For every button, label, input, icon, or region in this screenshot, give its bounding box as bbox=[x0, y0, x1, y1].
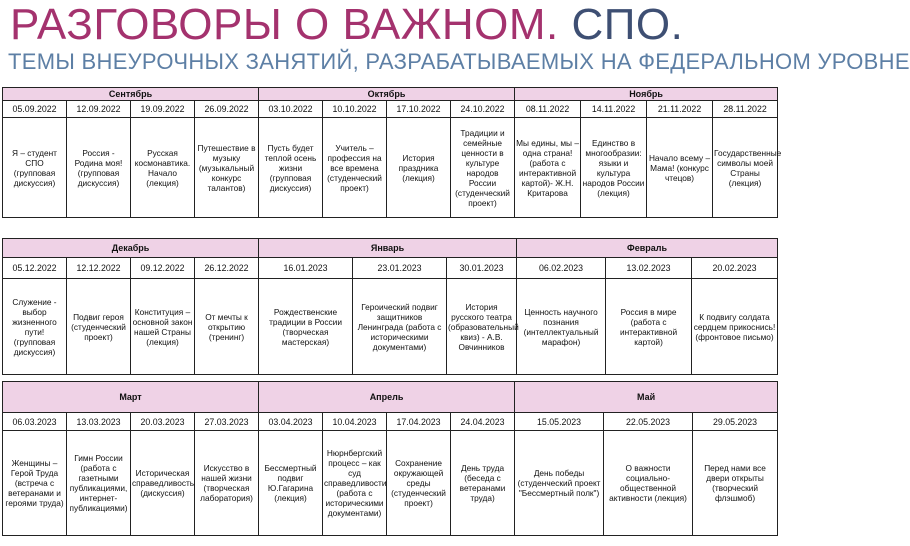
topic-cell: Историческая справедливость (дискуссия) bbox=[131, 431, 195, 536]
date-cell: 20.03.2023 bbox=[131, 413, 195, 431]
topic-cell: Служение - выбор жизненного пути! (групповая дискуссия) bbox=[3, 279, 67, 375]
date-cell: 29.05.2023 bbox=[693, 413, 778, 431]
date-cell: 12.09.2022 bbox=[67, 101, 131, 118]
topic-cell: От мечты к открытию (тренинг) bbox=[195, 279, 259, 375]
date-cell: 03.04.2023 bbox=[259, 413, 323, 431]
topic-cell: Пусть будет теплой осень жизни (групповая дискуссия) bbox=[259, 118, 323, 218]
date-cell: 19.09.2022 bbox=[131, 101, 195, 118]
date-cell: 09.12.2022 bbox=[131, 258, 195, 279]
topic-cell: Ценность научного познания (интеллектуальный марафон) bbox=[517, 279, 606, 375]
date-cell: 26.12.2022 bbox=[195, 258, 259, 279]
date-cell: 05.12.2022 bbox=[3, 258, 67, 279]
date-cell: 26.09.2022 bbox=[195, 101, 259, 118]
topic-cell: Гимн России (работа с газетными публикациями, интернет-публикациями) bbox=[67, 431, 131, 536]
date-cell: 08.11.2022 bbox=[515, 101, 581, 118]
month-header: Сентябрь bbox=[3, 88, 259, 101]
month-header: Май bbox=[515, 382, 778, 413]
schedule-table-autumn bbox=[2, 87, 782, 218]
topic-cell: Учитель – профессия на все времена (студенческий проект) bbox=[323, 118, 387, 218]
topic-cell: Я – студент СПО (групповая дискуссия) bbox=[3, 118, 67, 218]
topic-cell: Героический подвиг защитников Ленинграда (работа с историческими документами) bbox=[353, 279, 447, 375]
months-row bbox=[3, 382, 778, 413]
month-header: Февраль bbox=[517, 239, 778, 258]
topic-cell: Единство в многообразии: языки и культура народов России (лекция) bbox=[581, 118, 647, 218]
date-cell: 10.10.2022 bbox=[323, 101, 387, 118]
topic-cell: Традиции и семейные ценности в культуре народов России (студенческий проект) bbox=[451, 118, 515, 218]
date-cell: 06.02.2023 bbox=[517, 258, 606, 279]
date-cell: 03.10.2022 bbox=[259, 101, 323, 118]
month-header: Март bbox=[3, 382, 259, 413]
date-cell: 21.11.2022 bbox=[647, 101, 713, 118]
dates-row bbox=[3, 101, 778, 118]
date-cell: 24.10.2022 bbox=[451, 101, 515, 118]
topic-cell: День победы (студенческий проект "Бессмертный полк") bbox=[515, 431, 604, 536]
topic-cell: Русская космонавтика. Начало (лекция) bbox=[131, 118, 195, 218]
date-cell: 17.10.2022 bbox=[387, 101, 451, 118]
topic-cell: День труда (беседа с ветеранами труда) bbox=[451, 431, 515, 536]
page-title bbox=[10, 2, 683, 48]
topic-cell: Рождественские традиции в России (творческая мастерская) bbox=[259, 279, 353, 375]
topic-cell: История праздника (лекция) bbox=[387, 118, 451, 218]
date-cell: 28.11.2022 bbox=[713, 101, 778, 118]
topic-cell: Россия - Родина моя! (групповая дискуссия) bbox=[67, 118, 131, 218]
month-header: Ноябрь bbox=[515, 88, 778, 101]
date-cell: 16.01.2023 bbox=[259, 258, 353, 279]
topic-cell: Женщины – Герой Труда (встреча с ветеранами и героями труда) bbox=[3, 431, 67, 536]
topic-cell: Мы едины, мы – одна страна! (работа с интерактивной картой)- Ж.Н. Критарова bbox=[515, 118, 581, 218]
topic-cell: Искусство в нашей жизни (творческая лаборатория) bbox=[195, 431, 259, 536]
topic-cell: История русского театра (образовательный квиз) - А.В. Овчинников bbox=[447, 279, 517, 375]
topic-cell: К подвигу солдата сердцем прикоснись! (фронтовое письмо) bbox=[692, 279, 778, 375]
page-subtitle: ТЕМЫ ВНЕУРОЧНЫХ ЗАНЯТИЙ, РАЗРАБАТЫВАЕМЫХ НА ФЕДЕРАЛЬНОМ УРОВНЕ bbox=[8, 49, 910, 74]
topic-cell: О важности социально-общественной активности (лекция) bbox=[604, 431, 693, 536]
months-row bbox=[3, 88, 778, 101]
month-header: Апрель bbox=[259, 382, 515, 413]
date-cell: 12.12.2022 bbox=[67, 258, 131, 279]
title-main: РАЗГОВОРЫ О ВАЖНОМ. bbox=[10, 0, 559, 49]
topic-cell: Государственные символы моей Страны (лекция) bbox=[713, 118, 778, 218]
date-cell: 24.04.2023 bbox=[451, 413, 515, 431]
topic-cell: Начало всему – Мама! (конкурс чтецов) bbox=[647, 118, 713, 218]
month-header: Октябрь bbox=[259, 88, 515, 101]
dates-row bbox=[3, 413, 778, 431]
topic-cell: Сохранение окружающей среды (студенческий проект) bbox=[387, 431, 451, 536]
date-cell: 27.03.2023 bbox=[195, 413, 259, 431]
date-cell: 17.04.2023 bbox=[387, 413, 451, 431]
date-cell: 13.02.2023 bbox=[606, 258, 692, 279]
topic-cell: Россия в мире (работа с интерактивной картой) bbox=[606, 279, 692, 375]
date-cell: 06.03.2023 bbox=[3, 413, 67, 431]
topic-cell: Нюрнбергский процесс – как суд справедливости (работа с историческими документами) bbox=[323, 431, 387, 536]
topics-row bbox=[3, 279, 778, 375]
date-cell: 15.05.2023 bbox=[515, 413, 604, 431]
topic-cell: Путешествие в музыку (музыкальный конкурс талантов) bbox=[195, 118, 259, 218]
schedule-table-winter bbox=[2, 238, 778, 375]
schedule-table-spring bbox=[2, 381, 778, 536]
date-cell: 13.03.2023 bbox=[67, 413, 131, 431]
title-spo: СПО. bbox=[571, 0, 684, 49]
topic-cell: Подвиг героя (студенческий проект) bbox=[67, 279, 131, 375]
topics-row bbox=[3, 431, 778, 536]
date-cell: 10.04.2023 bbox=[323, 413, 387, 431]
month-header: Декабрь bbox=[3, 239, 259, 258]
date-cell: 22.05.2023 bbox=[604, 413, 693, 431]
date-cell: 23.01.2023 bbox=[353, 258, 447, 279]
topic-cell: Бессмертный подвиг Ю.Гагарина (лекция) bbox=[259, 431, 323, 536]
month-header: Январь bbox=[259, 239, 517, 258]
date-cell: 14.11.2022 bbox=[581, 101, 647, 118]
dates-row bbox=[3, 258, 778, 279]
date-cell: 20.02.2023 bbox=[692, 258, 778, 279]
topics-row bbox=[3, 118, 778, 218]
date-cell: 05.09.2022 bbox=[3, 101, 67, 118]
date-cell: 30.01.2023 bbox=[447, 258, 517, 279]
topic-cell: Перед нами все двери открыты (творческий флэшмоб) bbox=[693, 431, 778, 536]
topic-cell: Конституция – основной закон нашей Страны (лекция) bbox=[131, 279, 195, 375]
months-row bbox=[3, 239, 778, 258]
